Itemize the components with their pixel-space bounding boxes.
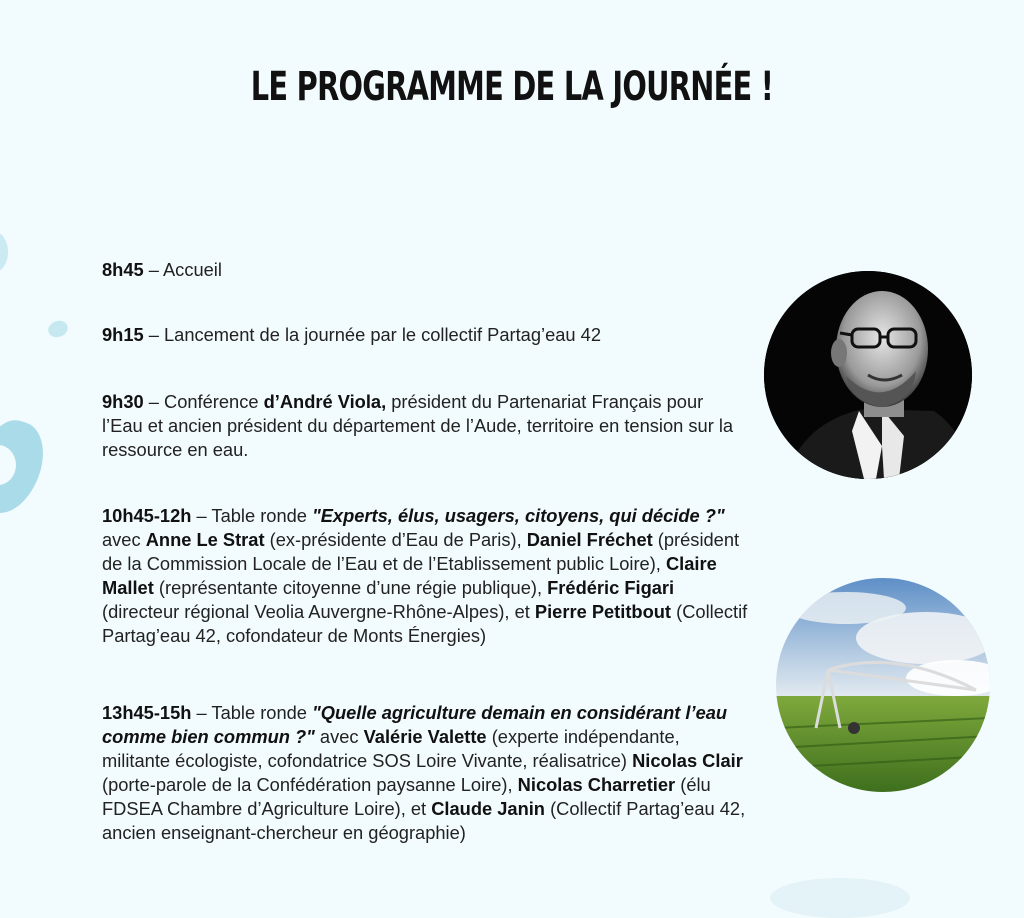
program-text: – Lancement de la journée par le collectif Partag’eau 42: [143, 324, 601, 345]
program-time: 9h15: [102, 324, 144, 345]
program-text: – Table ronde: [191, 702, 313, 723]
program-time: 13h45-15h: [102, 702, 192, 723]
program-item-0: [102, 258, 702, 282]
program-text: (représentante citoyenne d’une régie publique),: [153, 577, 548, 598]
speaker-portrait-photo: [764, 271, 972, 479]
program-item-2: [102, 390, 742, 462]
program-text: (Collectif Partag’eau 42, ancien enseignant-chercheur en géographie): [102, 798, 746, 843]
program-item-3: [102, 504, 752, 648]
program-text: (élu FDSEA Chambre d’Agriculture Loire), et: [102, 774, 711, 819]
decorative-dot: [46, 318, 70, 340]
program-text: – Table ronde: [191, 505, 313, 526]
program-highlight: Frédéric Figari: [547, 577, 675, 598]
program-text: – Accueil: [143, 259, 222, 280]
program-time: 9h30: [102, 391, 144, 412]
program-highlight: Claire Mallet: [102, 553, 717, 598]
page-title: LE PROGRAMME DE LA JOURNÉE !: [250, 64, 774, 110]
program-highlight: Claude Janin: [431, 798, 545, 819]
irrigation-field-photo: [776, 578, 990, 792]
program-item-4: [102, 701, 752, 845]
program-highlight: Pierre Petitbout: [534, 601, 672, 622]
program-time: 10h45-12h: [102, 505, 192, 526]
program-text: (Collectif Partag’eau 42, cofondateur de Monts Énergies): [102, 601, 748, 646]
program-highlight: Anne Le Strat: [145, 529, 265, 550]
program-highlight: "Quelle agriculture demain en considérant l’eau comme bien commun ?": [102, 702, 728, 747]
program-time: 8h45: [102, 259, 144, 280]
program-text: avec: [102, 529, 146, 550]
program-text: (président de la Commission Locale de l’Eau et de l’Etablissement public Loire),: [102, 529, 740, 574]
program-highlight: Nicolas Clair: [632, 750, 743, 771]
decorative-shape-bottom: [770, 878, 910, 918]
program-highlight: Nicolas Charretier: [517, 774, 676, 795]
program-text: avec: [314, 726, 364, 747]
decorative-shape: [0, 232, 8, 272]
program-highlight: Valérie Valette: [363, 726, 487, 747]
program-text: (directeur régional Veolia Auvergne-Rhône-Alpes), et: [102, 601, 535, 622]
program-highlight: d’André Viola,: [263, 391, 387, 412]
program-text: – Conférence: [143, 391, 264, 412]
program-item-1: [102, 323, 742, 347]
program-text: (ex-présidente d’Eau de Paris),: [264, 529, 527, 550]
program-text: (porte-parole de la Confédération paysanne Loire),: [102, 774, 518, 795]
program-highlight: Daniel Fréchet: [526, 529, 653, 550]
program-text: président du Partenariat Français pour l’Eau et ancien président du département de l’Aude, territoire en tension sur la ressource en eau.: [102, 391, 734, 460]
program-highlight: "Experts, élus, usagers, citoyens, qui décide ?": [312, 505, 725, 526]
program-text: (experte indépendante, militante écologiste, cofondatrice SOS Loire Vivante, réalisatrice): [102, 726, 680, 771]
